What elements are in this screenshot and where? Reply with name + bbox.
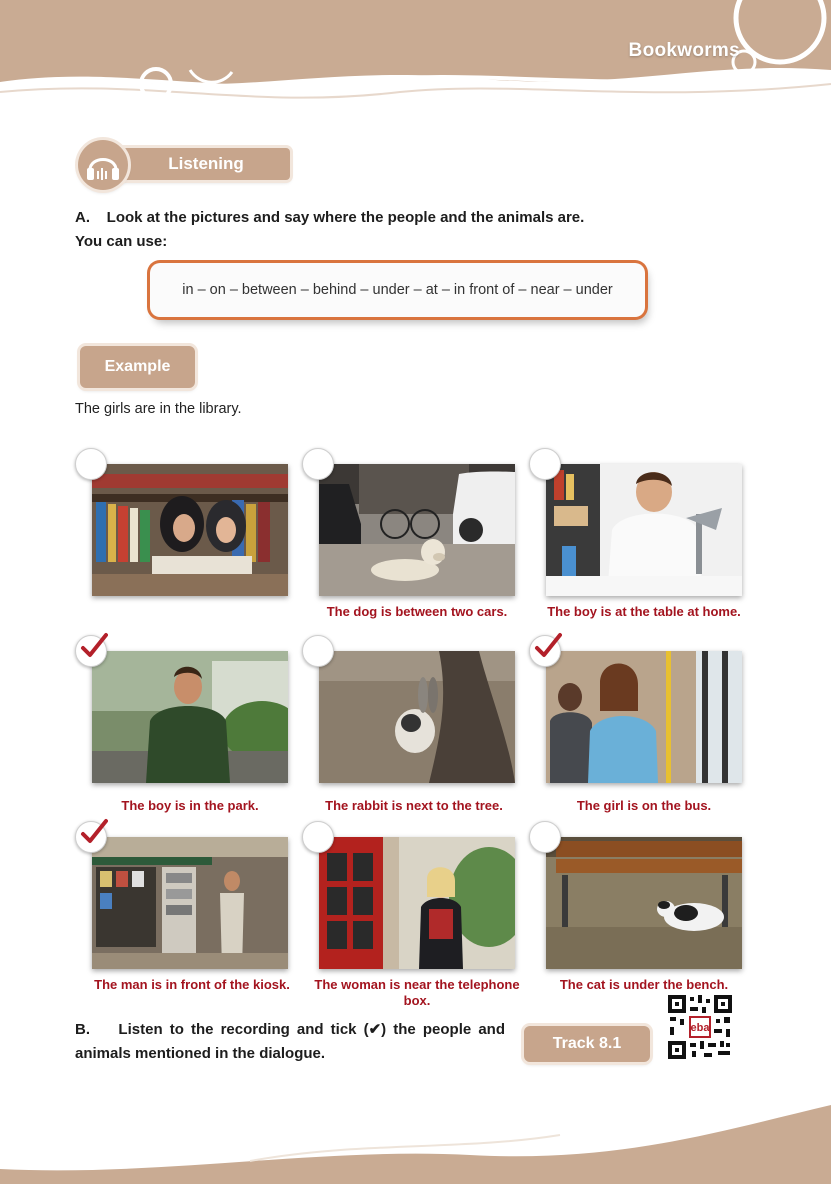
- photo-boy-at-table: [546, 464, 742, 596]
- photo-boy-in-park: [92, 651, 288, 783]
- caption-9: The cat is under the bench.: [559, 977, 729, 992]
- track-label: Track 8.1: [552, 1035, 622, 1052]
- example-label: Example: [104, 358, 171, 375]
- photo-cat-under-bench: [546, 837, 742, 969]
- track-button[interactable]: [524, 1026, 650, 1062]
- checkmark-icon: [532, 632, 562, 662]
- tick-circle-9[interactable]: [529, 821, 561, 853]
- caption-3: The boy is at the table at home.: [547, 604, 741, 619]
- tick-circle-5[interactable]: [302, 635, 334, 667]
- photo-woman-near-phone-box: [319, 837, 515, 969]
- qr-code-icon: [666, 993, 734, 1061]
- book-title: Bookworms: [628, 40, 740, 61]
- preposition-list: in – on – between – behind – under – at – in front of – near – under: [182, 282, 613, 298]
- svg-text:eba: eba: [690, 1022, 710, 1034]
- headphones-icon: [78, 140, 128, 190]
- example-sentence: The girls are in the library.: [75, 401, 242, 417]
- tick-circle-2[interactable]: [302, 448, 334, 480]
- photo-rabbit-near-tree: [319, 651, 515, 783]
- tick-circle-1[interactable]: [75, 448, 107, 480]
- example-badge: [80, 346, 195, 388]
- photo-dog-between-cars: [319, 464, 515, 596]
- caption-2: The dog is between two cars.: [326, 604, 508, 619]
- section-heading: [78, 140, 292, 188]
- tick-circle-8[interactable]: [302, 821, 334, 853]
- photo-girls-in-library: [92, 464, 288, 596]
- caption-6: The girl is on the bus.: [576, 798, 712, 813]
- footer-band: [0, 1085, 831, 1184]
- tick-circle-7[interactable]: [75, 821, 107, 853]
- instruction-a: A. Look at the pictures and say where the people and the animals are.: [75, 209, 585, 226]
- caption-5: The rabbit is next to the tree.: [325, 798, 503, 813]
- photo-man-at-kiosk: [92, 837, 288, 969]
- checkmark-icon: [78, 818, 108, 848]
- tick-circle-3[interactable]: [529, 448, 561, 480]
- you-can-use: You can use:: [75, 233, 168, 250]
- preposition-box: [150, 263, 645, 317]
- photo-girl-on-bus: [546, 651, 742, 783]
- section-label: Listening: [168, 154, 244, 173]
- caption-7: The man is in front of the kiosk.: [94, 977, 290, 992]
- tick-circle-6[interactable]: [529, 635, 561, 667]
- caption-8: The woman is near the telephone box.: [314, 977, 520, 1008]
- caption-4: The boy is in the park.: [121, 798, 259, 813]
- tick-circle-4[interactable]: [75, 635, 107, 667]
- checkmark-icon: [78, 632, 108, 662]
- instruction-b: B. Listen to the recording and tick (✔) the people and animals mentioned in the dialogue.: [75, 1021, 505, 1062]
